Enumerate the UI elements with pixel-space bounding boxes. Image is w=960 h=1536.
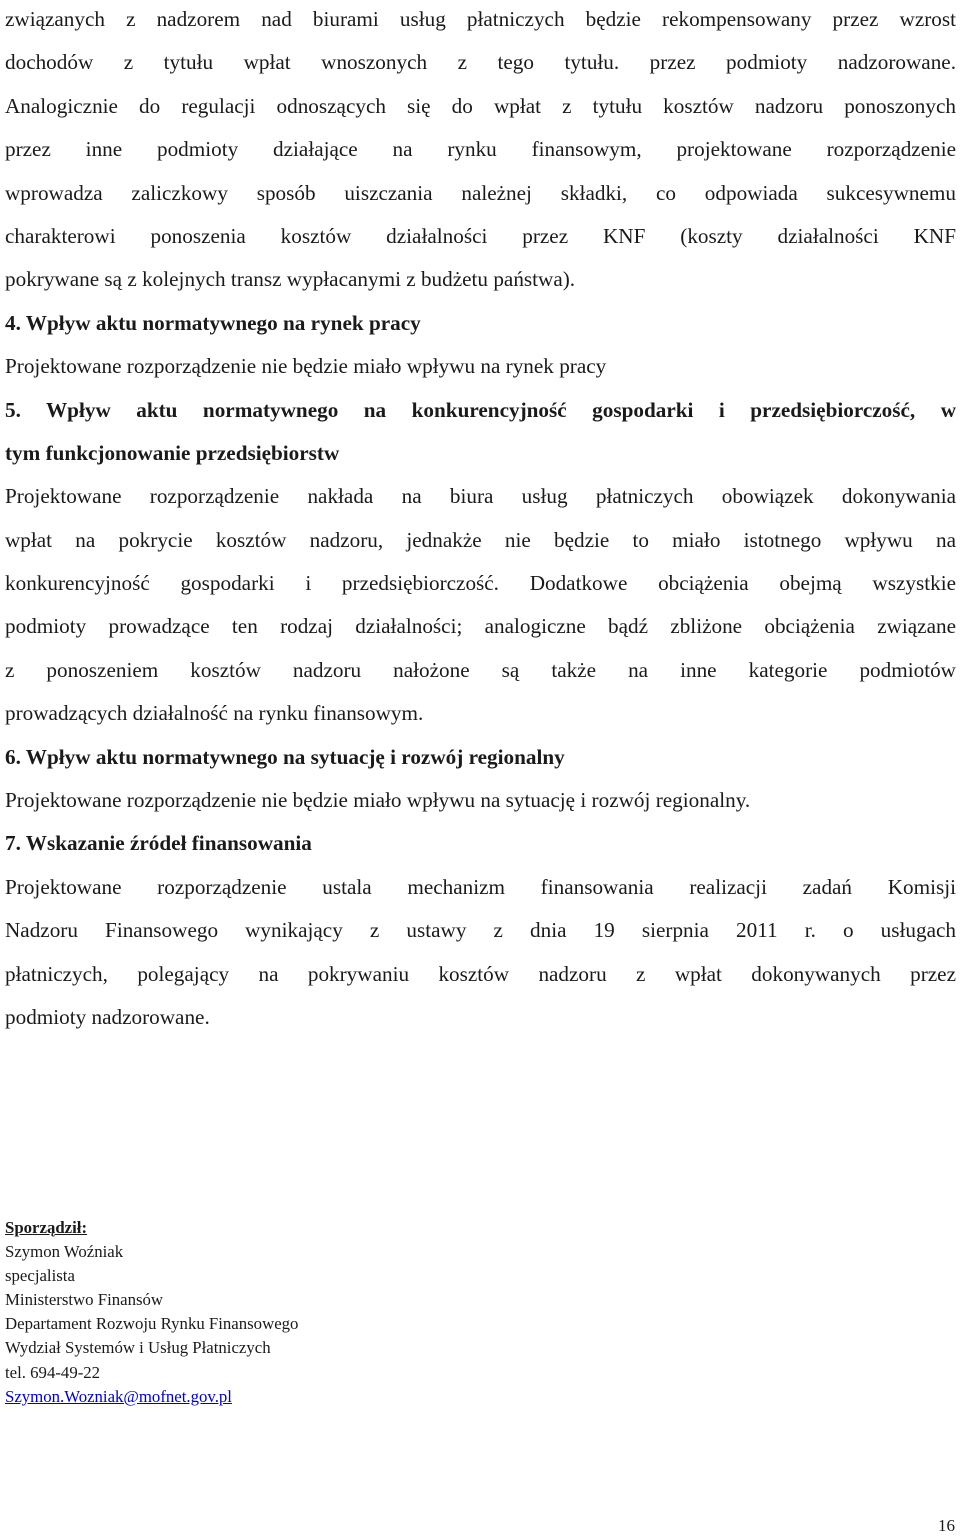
text-line: przez inne podmioty działające na rynku finansowym, projektowane rozporządzenie: [5, 137, 956, 162]
section-labour-market: [5, 302, 956, 389]
page-number: 16: [938, 1516, 955, 1535]
prepared-by-label: Sporządził:: [5, 1218, 88, 1237]
paragraph-continuation: [5, 0, 956, 85]
text-line: Nadzoru Finansowego wynikający z ustawy z dnia 19 sierpnia 2011 r. o usługach: [5, 918, 956, 943]
text-line: Projektowane rozporządzenie nakłada na biura usług płatniczych obowiązek dokonywania: [5, 484, 956, 509]
text-line: Projektowane rozporządzenie nie będzie miało wpływu na sytuację i rozwój regionalny.: [5, 788, 751, 813]
text-line: podmioty nadzorowane.: [5, 1004, 210, 1029]
text-line: płatniczych, polegający na pokrywaniu kosztów nadzoru z wpłat dokonywanych przez: [5, 961, 956, 986]
section-heading: 5. Wpływ aktu normatywnego na konkurencyjność gospodarki i przedsiębiorczość, w: [5, 397, 956, 422]
section-competitiveness: [5, 389, 956, 736]
text-line: podmioty prowadzące ten rodzaj działalności; analogiczne bądź zbliżone obciążenia związane: [5, 614, 956, 639]
section-heading: 6. Wpływ aktu normatywnego na sytuację i rozwój regionalny: [5, 744, 565, 769]
author-email-link[interactable]: Szymon.Wozniak@mofnet.gov.pl: [5, 1386, 232, 1406]
author-division: Wydział Systemów i Usług Płatniczych: [5, 1338, 271, 1358]
section-heading: 4. Wpływ aktu normatywnego na rynek pracy: [5, 310, 421, 335]
text-line: charakterowi ponoszenia kosztów działalności przez KNF (koszty działalności KNF: [5, 223, 956, 248]
section-heading-continuation: tym funkcjonowanie przedsiębiorstw: [5, 440, 340, 465]
paragraph-contribution-method: [5, 85, 956, 302]
text-line: pokrywane są z kolejnych transz wypłacanymi z budżetu państwa).: [5, 267, 576, 292]
section-financing-sources: [5, 822, 956, 1039]
author-name: Szymon Woźniak: [5, 1242, 124, 1262]
text-line: dochodów z tytułu wpłat wnoszonych z tego tytułu. przez podmioty nadzorowane.: [5, 50, 956, 75]
text-line: Projektowane rozporządzenie ustala mechanizm finansowania realizacji zadań Komisji: [5, 874, 956, 899]
author-position: specjalista: [5, 1266, 75, 1286]
text-line: wprowadza zaliczkowy sposób uiszczania należnej składki, co odpowiada sukcesywnemu: [5, 180, 956, 205]
author-phone: tel. 694-49-22: [5, 1362, 101, 1382]
text-line: Projektowane rozporządzenie nie będzie miało wpływu na rynek pracy: [5, 354, 607, 379]
text-line: związanych z nadzorem nad biurami usług płatniczych będzie rekompensowany przez wzrost: [5, 7, 956, 31]
document-body: [5, 0, 956, 1039]
text-line: Analogicznie do regulacji odnoszących się do wpłat z tytułu kosztów nadzoru ponoszonych: [5, 93, 956, 118]
text-line: wpłat na pokrycie kosztów nadzoru, jednakże nie będzie to miało istotnego wpływu na: [5, 527, 956, 552]
section-regional-development: [5, 736, 956, 823]
author-ministry: Ministerstwo Finansów: [5, 1290, 164, 1310]
text-line: konkurencyjność gospodarki i przedsiębiorczość. Dodatkowe obciążenia obejmą wszystkie: [5, 571, 956, 596]
text-line: z ponoszeniem kosztów nadzoru nałożone są także na inne kategorie podmiotów: [5, 657, 956, 682]
section-heading: 7. Wskazanie źródeł finansowania: [5, 831, 312, 856]
text-line: prowadzących działalność na rynku finansowym.: [5, 701, 424, 726]
author-signature-block: [5, 1216, 298, 1409]
author-department: Departament Rozwoju Rynku Finansowego: [5, 1314, 299, 1334]
